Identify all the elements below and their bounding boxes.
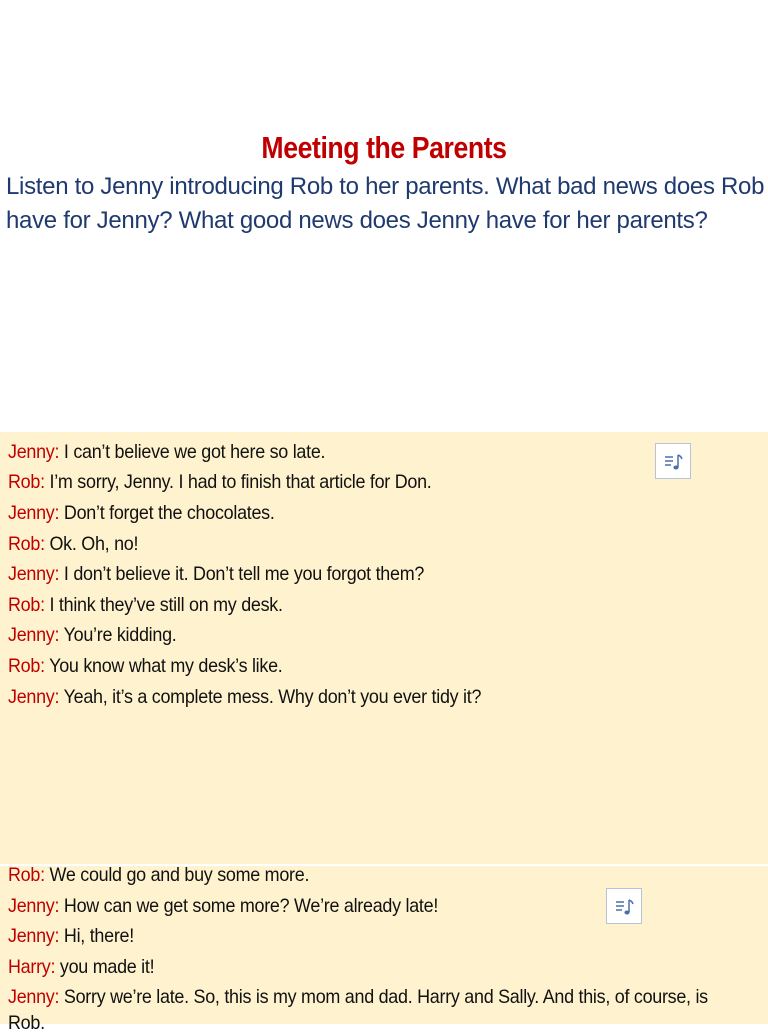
speaker-label: Jenny: — [8, 563, 60, 585]
dialogue-text: You know what my desk’s like. — [44, 655, 283, 677]
intro-paragraph: Listen to Jenny introducing Rob to her parents. What bad news does Rob have for Jenny? What good news does Jenny have for her parents? — [6, 173, 765, 234]
dialogue-text: Ok. Oh, no! — [44, 533, 139, 555]
audio-play-button[interactable] — [655, 443, 691, 479]
dialogue-line — [8, 561, 424, 587]
dialogue-text: Yeah, it’s a complete mess. Why don’t you ever tidy it? — [59, 686, 482, 708]
dialogue-line — [8, 893, 438, 919]
speaker-label: Harry: — [8, 956, 56, 978]
speaker-label: Rob: — [8, 655, 45, 677]
dialogue-text: Don’t forget the chocolates. — [59, 502, 275, 524]
speaker-label: Rob: — [8, 471, 45, 493]
dialogue-text: I can’t believe we got here so late. — [59, 441, 326, 463]
dialogue-text: I think they’ve still on my desk. — [44, 594, 283, 616]
dialogue-line — [8, 500, 275, 526]
speaker-label: Jenny: — [8, 986, 60, 1008]
dialogue-line — [8, 439, 325, 465]
audio-play-button[interactable] — [606, 888, 642, 924]
speaker-label: Rob: — [8, 864, 45, 886]
speaker-label: Jenny: — [8, 624, 60, 646]
dialogue-text: you made it! — [55, 956, 155, 978]
page-title: Meeting the Parents — [261, 130, 507, 165]
dialogue-line — [8, 469, 432, 495]
speaker-label: Jenny: — [8, 925, 60, 947]
dialogue-line — [8, 622, 176, 648]
dialogue-text: How can we get some more? We’re already late! — [59, 895, 439, 917]
dialogue-text: Hi, there! — [59, 925, 134, 947]
speaker-label: Rob: — [8, 533, 45, 555]
dialogue-text: Sorry we’re late. So, this is my mom and dad. Harry and Sally. And this, of course, is Rob. — [8, 986, 708, 1034]
dialogue-panel-2 — [0, 864, 768, 1034]
audio-playlist-icon — [664, 452, 684, 472]
dialogue-line — [8, 592, 283, 618]
speaker-label: Jenny: — [8, 686, 60, 708]
dialogue-text: I don’t believe it. Don’t tell me you forgot them? — [59, 563, 425, 585]
speaker-label: Jenny: — [8, 895, 60, 917]
dialogue-line — [8, 653, 283, 679]
speaker-label: Rob: — [8, 594, 45, 616]
dialogue-line — [8, 684, 481, 710]
dialogue-text: You’re kidding. — [59, 624, 177, 646]
speaker-label: Jenny: — [8, 502, 60, 524]
speaker-label: Jenny: — [8, 441, 60, 463]
dialogue-line — [8, 923, 134, 949]
dialogue-text: We could go and buy some more. — [44, 864, 310, 886]
dialogue-panel-1 — [0, 432, 768, 864]
dialogue-line — [8, 984, 726, 1036]
audio-playlist-icon — [615, 897, 635, 917]
dialogue-text: I’m sorry, Jenny. I had to finish that article for Don. — [44, 471, 432, 493]
dialogue-line — [8, 954, 154, 980]
dialogue-line — [8, 531, 138, 557]
dialogue-line — [8, 862, 309, 888]
